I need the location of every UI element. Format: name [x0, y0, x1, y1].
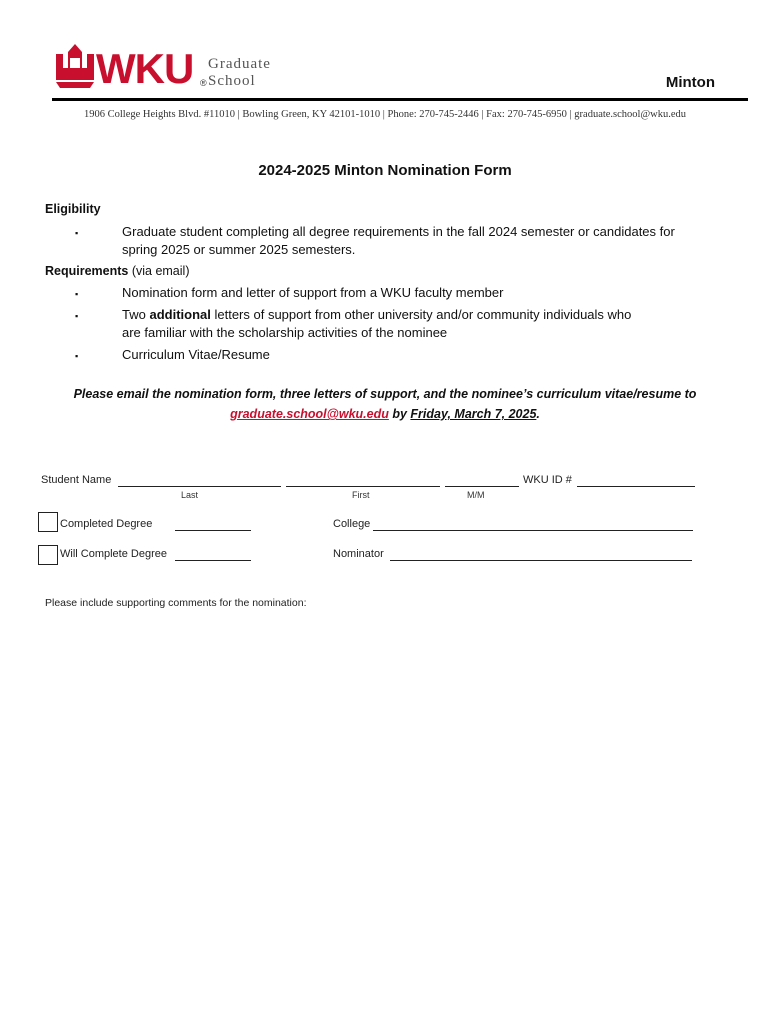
eligibility-item-line-2: spring 2025 or summer 2025 semesters. — [122, 242, 356, 257]
wordmark-line-2: School — [208, 73, 256, 89]
eligibility-item-line-1: Graduate student completing all degree requirements in the fall 2024 semester or candidates for — [122, 224, 675, 239]
student-name-label: Student Name — [41, 474, 112, 486]
registered-mark: ® — [200, 78, 207, 88]
will-complete-degree-checkbox[interactable] — [38, 545, 58, 565]
instructions-line-1: Please email the nomination form, three letters of support, and the nominee’s curriculum vitae/resume to — [73, 387, 697, 401]
requirement-item-2 — [122, 306, 722, 342]
eligibility-item — [122, 223, 722, 259]
requirement-item-2-pre: Two — [122, 307, 150, 322]
wku-id-label: WKU ID # — [523, 474, 572, 486]
instructions-by: by — [388, 407, 411, 421]
last-name-caption: Last — [181, 490, 199, 500]
submission-instructions — [40, 384, 730, 424]
middle-initial-caption: M/M — [467, 490, 485, 500]
middle-initial-field[interactable] — [445, 486, 519, 487]
will-complete-degree-field[interactable] — [175, 560, 251, 561]
requirement-item-2-bold: additional — [149, 307, 211, 322]
wku-tower-logo-icon — [56, 44, 94, 88]
instructions-end: . — [536, 407, 540, 421]
bullet-icon: ▪ — [75, 228, 79, 238]
first-name-field[interactable] — [286, 486, 440, 487]
completed-degree-checkbox[interactable] — [38, 512, 58, 532]
contact-address: 1906 College Heights Blvd. #11010 | Bowling Green, KY 42101-1010 | Phone: 270-745-2446 | Fax: 270-745-6950 | graduate.school@wku.edu — [83, 109, 687, 120]
page-title: 2024-2025 Minton Nomination Form — [258, 162, 512, 179]
requirements-heading-label: Requirements — [45, 264, 129, 278]
requirement-item-1: Nomination form and letter of support from a WKU faculty member — [122, 285, 504, 300]
wordmark-line-1: Graduate — [208, 56, 271, 72]
bullet-icon: ▪ — [75, 289, 79, 299]
graduate-school-wordmark — [208, 56, 271, 90]
first-name-caption: First — [352, 490, 370, 500]
eligibility-heading: Eligibility — [45, 202, 101, 216]
last-name-field[interactable] — [118, 486, 281, 487]
nominator-label: Nominator — [333, 548, 384, 560]
nominator-field[interactable] — [390, 560, 692, 561]
wku-id-field[interactable] — [577, 486, 695, 487]
bullet-icon: ▪ — [75, 351, 79, 361]
supporting-comments-label: Please include supporting comments for the nomination: — [45, 597, 307, 609]
deadline-date: Friday, March 7, 2025 — [410, 407, 537, 421]
email-link[interactable]: graduate.school@wku.edu — [230, 407, 389, 421]
wku-logo-text: WKU — [96, 45, 194, 92]
will-complete-degree-label: Will Complete Degree — [60, 548, 167, 560]
college-field[interactable] — [373, 530, 693, 531]
document-tag: Minton — [665, 74, 715, 91]
requirement-item-3: Curriculum Vitae/Resume — [122, 347, 270, 362]
completed-degree-field[interactable] — [175, 530, 251, 531]
requirements-heading — [45, 264, 189, 278]
college-label: College — [333, 518, 371, 530]
completed-degree-label: Completed Degree — [60, 518, 153, 530]
requirement-item-2-post: letters of support from other university and/or community individuals who — [210, 307, 632, 322]
bullet-icon: ▪ — [75, 311, 79, 321]
requirement-item-2-line-2: are familiar with the scholarship activities of the nominee — [122, 325, 448, 340]
requirements-heading-note: (via email) — [128, 264, 190, 278]
header-rule — [52, 98, 748, 101]
